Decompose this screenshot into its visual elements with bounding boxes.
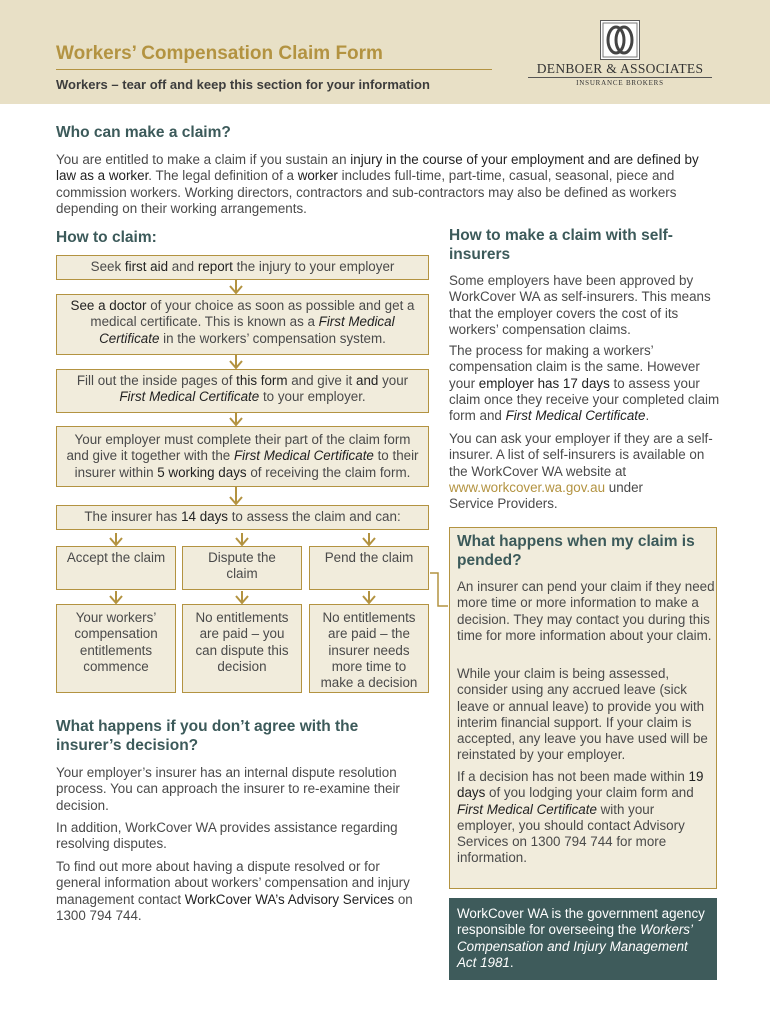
who-text-2: injury in the course of your employment and are defined by law as a worker: [56, 152, 699, 184]
how-heading: How to claim:: [56, 229, 157, 246]
logo-company-name: DENBOER & ASSOCIATES: [536, 61, 704, 76]
disagree-p3-text-b: WorkCover WA’s Advisory Services: [184, 891, 395, 907]
self-insurers-heading: How to make a claim with self-insurers: [449, 227, 673, 263]
disagree-paragraph-1: Your employer’s insurer has an internal dispute resolution process. You can approach the insurer to re-examine their decision.: [56, 765, 400, 813]
outcome-dispute: No entitlements are paid – you can dispute this decision: [182, 604, 302, 693]
agency-text-a: WorkCover WA is the government agency responsible for overseeing the: [457, 906, 705, 938]
step1-text-a: Seek: [90, 259, 125, 274]
agency-text-c: .: [509, 954, 514, 970]
form-subtitle: Workers – tear off and keep this section for your information: [56, 77, 430, 92]
agency-text-b: Workers’ Compensation and Injury Management Act 1981: [457, 922, 693, 970]
step3-text-g: to your employer.: [259, 389, 366, 405]
pended-p3-text-e: with your employer, you should contact Advisory Services on 1300 794 744 for more information.: [457, 801, 685, 866]
disagree-p3-text-a: To find out more about having a dispute resolved or for general information about workers’ compensation and injury management contact: [56, 859, 410, 907]
step2-text-d: in the workers’ compensation system.: [159, 330, 386, 346]
step4-text-c: to their insurer within: [74, 448, 419, 480]
option-accept: Accept the claim: [56, 546, 176, 590]
step1-text-d: report: [197, 259, 233, 274]
agency-note: [449, 898, 717, 980]
step5-text-c: to assess the claim and can:: [227, 509, 401, 524]
workcover-website-link[interactable]: www.workcover.wa.gov.au: [449, 479, 606, 495]
step1-text-b: first aid: [124, 259, 169, 274]
outcome-pend: No entitlements are paid – the insurer needs more time to make a decision: [309, 604, 429, 693]
who-text-1: You are entitled to make a claim if you sustain an: [56, 152, 351, 167]
pended-paragraph-2: While your claim is being assessed, consider using any accrued leave (sick leave or annual leave) to provide you with interim financial support. If your claim is accepted, any leave you have used will be reinstated by your employer.: [457, 666, 708, 763]
self-p2-text-d: First Medical Certificate: [505, 408, 646, 424]
self-p2-text-c: to assess your claim once they receive your completed claim form and: [449, 375, 720, 424]
step1-text-e: the injury to your employer: [232, 259, 395, 274]
connector-line: [430, 573, 448, 606]
step3-text-f: First Medical Certificate: [119, 389, 260, 405]
step4-text-a: Your employer must complete their part of the claim form and give it together with the: [66, 432, 411, 464]
who-text-4: worker: [297, 168, 338, 184]
pended-p3-text-a: If a decision has not been made within: [457, 769, 689, 784]
step5-text-a: The insurer has: [84, 509, 182, 524]
step3-text-a: Fill out the inside pages of: [76, 373, 237, 388]
disagree-heading: What happens if you don’t agree with the insurer’s decision?: [56, 718, 359, 754]
logo-tagline: INSURANCE BROKERS: [576, 79, 664, 87]
self-p3-text-d: Service Providers.: [449, 496, 558, 512]
step4-text-b: First Medical Certificate: [233, 448, 374, 464]
pended-heading: What happens when my claim is pended?: [457, 533, 695, 569]
disagree-p3-text-c: on 1300 794 744.: [56, 891, 413, 923]
option-pend: Pend the claim: [309, 546, 429, 590]
option-dispute: Dispute the claim: [182, 546, 302, 590]
self-paragraph-2: [449, 343, 721, 424]
self-paragraph-1: Some employers have been approved by WorkCover WA as self-insurers. This means that the employer covers the cost of its workers’ compensation claims.: [449, 273, 711, 337]
step3-text-b: this form: [236, 373, 288, 388]
step1-text-c: and: [168, 259, 198, 274]
step3-text-d: and: [356, 373, 379, 388]
self-paragraph-3: [449, 431, 721, 512]
step4-text-e: of receiving the claim form.: [246, 464, 411, 480]
self-p3-text-c: under: [605, 479, 644, 495]
step3-text-c: and give it: [287, 373, 356, 388]
step4-text-d: 5 working days: [157, 464, 247, 480]
outcome-accept: Your workers’ compensation entitlements commence: [56, 604, 176, 693]
step2-text-b: of your choice as soon as possible and get a medical certificate. This is known as a: [90, 298, 415, 330]
form-title: Workers’ Compensation Claim Form: [56, 43, 383, 64]
disagree-paragraph-2: In addition, WorkCover WA provides assistance regarding resolving disputes.: [56, 820, 398, 852]
pended-paragraph-1: An insurer can pend your claim if they need more time or more information to make a decision. They may contact you during this time for more information about your claim.: [457, 579, 715, 643]
disagree-paragraph-3: [56, 859, 426, 924]
pended-p3-text-c: of you lodging your claim form and: [485, 785, 694, 801]
pended-paragraph-3: [457, 769, 715, 867]
self-p2-text-b: employer has 17 days: [478, 375, 610, 391]
who-text-5: includes full-time, part-time, casual, seasonal, piece and commission workers. Working directors, contractors and sub-contractors may also be defined as workers depending on their working arrangements.: [56, 168, 677, 216]
self-p2-text-e: .: [645, 408, 650, 424]
step2-text-a: See a doctor: [70, 298, 147, 313]
pended-p3-text-d: First Medical Certificate: [457, 801, 597, 817]
who-text-3: . The legal definition of a: [148, 168, 298, 184]
self-p2-text-a: The process for making a workers’ compensation claim is the same. However your: [449, 343, 700, 391]
who-heading: Who can make a claim?: [56, 124, 231, 141]
self-p3-text-a: You can ask your employer if they are a self-insurer. A list of self-insurers is available on the WorkCover WA website at: [449, 431, 713, 479]
step2-text-c: First Medical Certificate: [99, 314, 395, 346]
pended-p3-text-b: 19 days: [457, 769, 704, 801]
step3-text-e: your: [378, 373, 409, 388]
step5-text-b: 14 days: [181, 509, 228, 524]
